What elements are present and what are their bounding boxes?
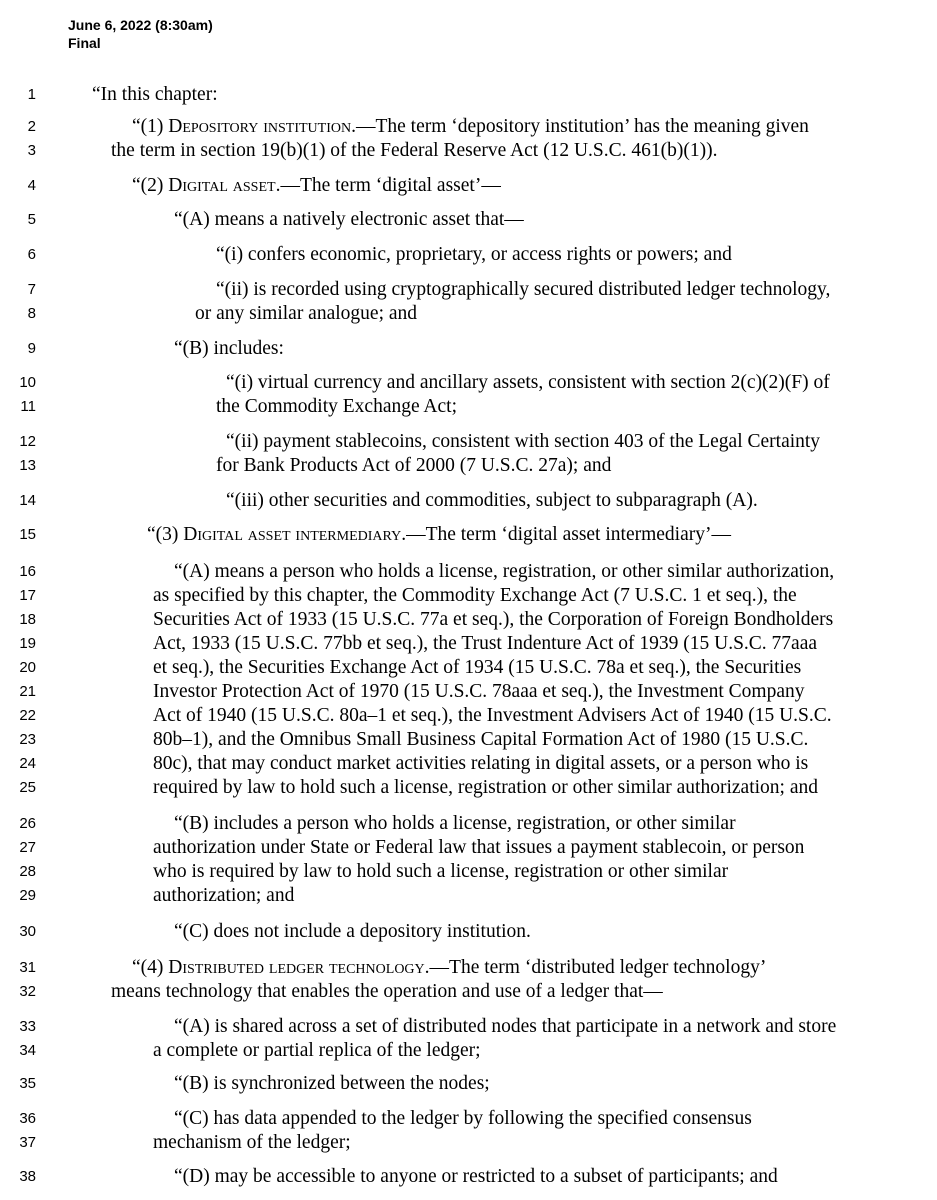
line-number: 28: [19, 863, 36, 880]
line-text: “(ii) payment stablecoins, consistent with section 403 of the Legal Certainty: [226, 431, 821, 452]
line-number: 19: [19, 635, 36, 652]
line-text: et seq.), the Securities Exchange Act of 1934 (15 U.S.C. 78a et seq.), the Securities: [153, 657, 802, 678]
line-number: 11: [20, 398, 36, 415]
line-number: 25: [19, 779, 36, 796]
line-number: 36: [19, 1110, 36, 1127]
line-text: “(B) includes:: [174, 338, 284, 359]
line-text: “(iii) other securities and commodities, subject to subparagraph (A).: [226, 490, 758, 511]
line-text: as specified by this chapter, the Commodity Exchange Act (7 U.S.C. 1 et seq.), the: [153, 585, 797, 606]
line-text: a complete or partial replica of the ledger;: [153, 1040, 481, 1061]
line-text: “In this chapter:: [92, 84, 218, 105]
line-number: 32: [19, 983, 36, 1000]
line-number: 35: [19, 1075, 36, 1092]
line-number: 24: [19, 755, 36, 772]
line-number: 13: [19, 457, 36, 474]
line-number: 15: [19, 526, 36, 543]
line-number: 12: [19, 433, 36, 450]
line-text: who is required by law to hold such a license, registration or other similar: [153, 861, 729, 882]
line-number: 18: [19, 611, 36, 628]
line-text: “(B) is synchronized between the nodes;: [174, 1073, 490, 1094]
line-number: 37: [19, 1134, 36, 1151]
line-text: 80b–1), and the Omnibus Small Business Capital Formation Act of 1980 (15 U.S.C.: [153, 729, 809, 750]
line-text: “(C) does not include a depository institution.: [174, 921, 531, 942]
line-text: for Bank Products Act of 2000 (7 U.S.C. 27a); and: [216, 455, 612, 476]
line-text: “(ii) is recorded using cryptographically secured distributed ledger technology,: [216, 279, 831, 300]
line-text: Securities Act of 1933 (15 U.S.C. 77a et seq.), the Corporation of Foreign Bondholders: [153, 609, 834, 630]
line-text: [132, 956, 766, 980]
line-text: mechanism of the ledger;: [153, 1132, 351, 1153]
defined-term-heading: Depository institution: [168, 116, 352, 137]
line-text: required by law to hold such a license, registration or other similar authorization; and: [153, 777, 818, 798]
line-number: 20: [19, 659, 36, 676]
line-text-suffix: .—The term ‘digital asset’—: [275, 175, 501, 196]
document-header: [68, 16, 213, 52]
line-text: authorization under State or Federal law that issues a payment stablecoin, or person: [153, 837, 805, 858]
defined-term-heading: Distributed ledger technology: [168, 957, 425, 978]
line-number: 8: [27, 305, 36, 322]
line-text: “(A) means a person who holds a license, registration, or other similar authorization,: [174, 561, 835, 582]
line-text: “(B) includes a person who holds a license, registration, or other similar: [174, 813, 736, 834]
line-text: “(A) means a natively electronic asset that—: [174, 209, 524, 230]
line-number: 30: [19, 923, 36, 940]
line-number: 29: [19, 887, 36, 904]
line-text: “(i) confers economic, proprietary, or access rights or powers; and: [216, 244, 732, 265]
line-number: 2: [27, 118, 36, 135]
line-number: 6: [27, 246, 36, 263]
line-number: 27: [19, 839, 36, 856]
line-text: “(i) virtual currency and ancillary assets, consistent with section 2(c)(2)(F) of: [226, 372, 830, 393]
line-text: authorization; and: [153, 885, 295, 906]
line-number: 7: [27, 281, 36, 298]
line-text-prefix: “(4): [132, 957, 169, 978]
line-text: means technology that enables the operation and use of a ledger that—: [111, 981, 663, 1002]
line-text-prefix: “(2): [132, 175, 169, 196]
line-text: the term in section 19(b)(1) of the Federal Reserve Act (12 U.S.C. 461(b)(1)).: [111, 140, 718, 161]
line-number: 5: [27, 211, 36, 228]
line-text-suffix: .—The term ‘digital asset intermediary’—: [401, 524, 731, 545]
line-number: 33: [19, 1018, 36, 1035]
draft-status: Final: [68, 35, 101, 51]
line-text: Investor Protection Act of 1970 (15 U.S.C. 78aaa et seq.), the Investment Company: [153, 681, 805, 702]
line-number: 14: [19, 492, 36, 509]
line-text: “(D) may be accessible to anyone or restricted to a subset of participants; and: [174, 1166, 778, 1187]
line-number: 22: [19, 707, 36, 724]
line-text-prefix: “(3): [147, 524, 184, 545]
line-text: 80c), that may conduct market activities relating in digital assets, or a person who is: [153, 753, 809, 774]
line-number: 4: [27, 177, 36, 194]
line-number: 16: [19, 563, 36, 580]
line-text: [132, 115, 809, 139]
line-number: 10: [19, 374, 36, 391]
line-number: 1: [27, 86, 36, 103]
defined-term-heading: Digital asset: [168, 175, 276, 196]
line-number: 23: [19, 731, 36, 748]
line-text: or any similar analogue; and: [195, 303, 418, 324]
line-number: 21: [19, 683, 36, 700]
line-text: [132, 174, 501, 198]
line-text: [147, 523, 731, 547]
line-text: the Commodity Exchange Act;: [216, 396, 457, 417]
line-text-prefix: “(1): [132, 116, 169, 137]
line-number: 34: [19, 1042, 36, 1059]
line-text: Act, 1933 (15 U.S.C. 77bb et seq.), the Trust Indenture Act of 1939 (15 U.S.C. 77aaa: [153, 633, 818, 654]
line-number: 38: [19, 1168, 36, 1185]
line-text-suffix: .—The term ‘depository institution’ has the meaning given: [351, 116, 809, 137]
line-text-suffix: .—The term ‘distributed ledger technology’: [424, 957, 767, 978]
line-text: Act of 1940 (15 U.S.C. 80a–1 et seq.), the Investment Advisers Act of 1940 (15 U.S.C.: [153, 705, 832, 726]
defined-term-heading: Digital asset intermediary: [183, 524, 402, 545]
line-text: “(C) has data appended to the ledger by following the specified consensus: [174, 1108, 752, 1129]
draft-date: June 6, 2022 (8:30am): [68, 17, 213, 33]
line-number: 26: [19, 815, 36, 832]
line-number: 3: [27, 142, 36, 159]
line-number: 31: [19, 959, 36, 976]
line-number: 17: [19, 587, 36, 604]
line-text: “(A) is shared across a set of distributed nodes that participate in a network and store: [174, 1016, 837, 1037]
line-number: 9: [27, 340, 36, 357]
